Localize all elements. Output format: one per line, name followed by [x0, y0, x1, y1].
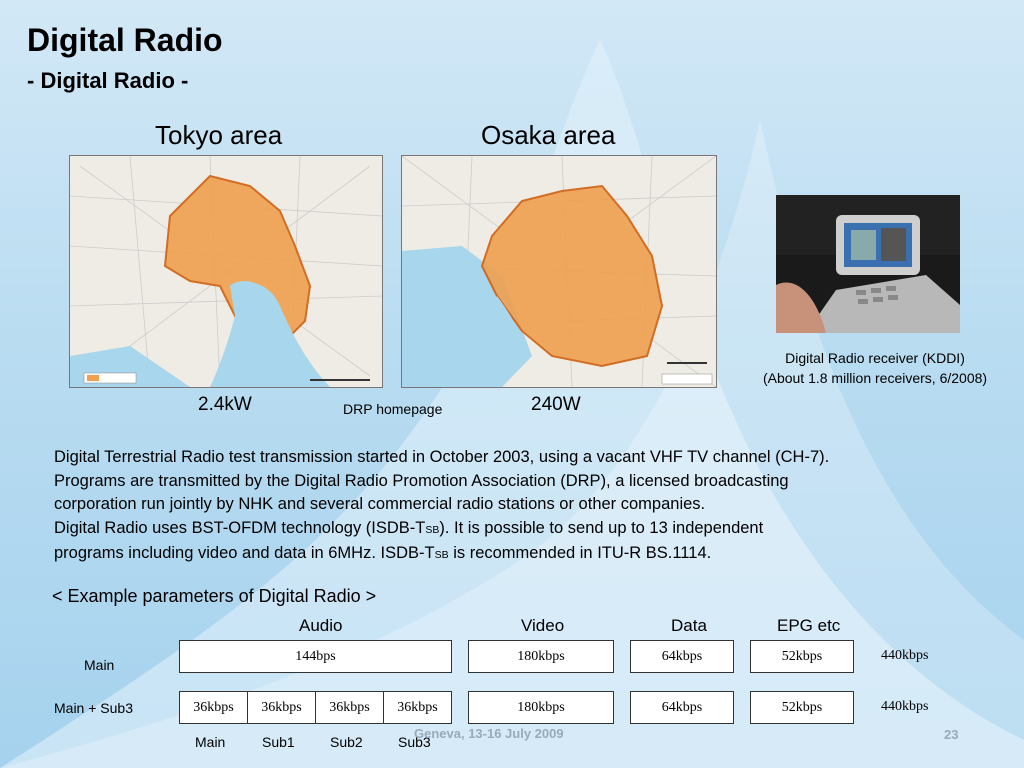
row-main-label: Main [84, 657, 115, 673]
map-source: DRP homepage [343, 401, 443, 417]
cell-value: 64kbps [661, 649, 703, 664]
row-main-epg [750, 640, 854, 673]
text: ). It is possible to send up to 13 independent [439, 518, 764, 537]
tokyo-power: 2.4kW [198, 394, 252, 415]
osaka-power: 240W [531, 394, 581, 415]
footer-event: Geneva, 13-16 July 2009 [414, 726, 564, 741]
row-mainsub-video [468, 691, 614, 724]
header-data: Data [671, 616, 707, 635]
tokyo-coverage-map [69, 155, 383, 388]
cell-value: 52kbps [781, 700, 823, 715]
row-mainsub-epg [750, 691, 854, 724]
description-line: corporation run jointly by NHK and several commercial radio stations or other companies. [54, 495, 706, 513]
sub-label-main: Main [195, 734, 226, 750]
header-epg: EPG etc [777, 616, 841, 635]
row-mainsub-data [630, 691, 734, 724]
description-line [54, 517, 1004, 543]
slide-title: Digital Radio [27, 22, 223, 58]
header-video: Video [521, 616, 565, 635]
receiver-caption-line2: (About 1.8 million receivers, 6/2008) [762, 370, 988, 386]
osaka-area-label: Osaka area [481, 120, 616, 150]
page-number: 23 [944, 727, 959, 742]
row-main-video [468, 640, 614, 673]
row-mainsub-audio-main [179, 691, 248, 724]
receiver-photo [776, 195, 960, 333]
cell-value: 52kbps [781, 649, 823, 664]
slide-subtitle: - Digital Radio - [27, 68, 189, 93]
row-mainsub-audio-sub3 [383, 691, 452, 724]
text: Digital Radio uses BST-OFDM technology (ISDB-T [54, 518, 426, 537]
cell-value: 36kbps [397, 700, 438, 715]
receiver-caption [730, 348, 1020, 388]
cell-value: 36kbps [193, 700, 234, 715]
text: programs including video and data in 6MHz. ISDB-T [54, 544, 435, 562]
description-paragraph [54, 446, 1004, 568]
cell-value: 180kbps [517, 700, 565, 715]
sub-label-sub1: Sub1 [262, 734, 295, 750]
sub-label-sub3: Sub3 [398, 734, 431, 750]
cell-value: 180kbps [517, 649, 565, 664]
cell-value: 144bps [295, 649, 336, 664]
row-main-audio [179, 640, 452, 673]
sub-label-sub2: Sub2 [330, 734, 363, 750]
receiver-caption-line1: Digital Radio receiver (KDDI) [785, 350, 965, 366]
text: is recommended in ITU-R BS.1114. [448, 544, 712, 562]
row-main-total: 440kbps [881, 648, 929, 663]
row-main-data [630, 640, 734, 673]
osaka-coverage-map [401, 155, 717, 388]
description-line: Programs are transmitted by the Digital Radio Promotion Association (DRP), a licensed broadcasting [54, 471, 789, 490]
row-mainsub-audio-sub2 [315, 691, 384, 724]
row-mainsub-audio-sub1 [247, 691, 316, 724]
description-line [54, 542, 1004, 568]
cell-value: 36kbps [329, 700, 370, 715]
row-mainsub-label: Main + Sub3 [54, 700, 133, 716]
cell-value: 36kbps [261, 700, 302, 715]
params-title: < Example parameters of Digital Radio > [52, 586, 377, 606]
row-mainsub-total: 440kbps [881, 699, 929, 714]
subscript: SB [425, 523, 440, 536]
subscript: SB [434, 549, 449, 561]
tokyo-area-label: Tokyo area [155, 120, 283, 150]
cell-value: 64kbps [661, 700, 703, 715]
header-audio: Audio [299, 616, 343, 635]
description-line: Digital Terrestrial Radio test transmission started in October 2003, using a vacant VHF TV channel (CH-7). [54, 448, 830, 466]
